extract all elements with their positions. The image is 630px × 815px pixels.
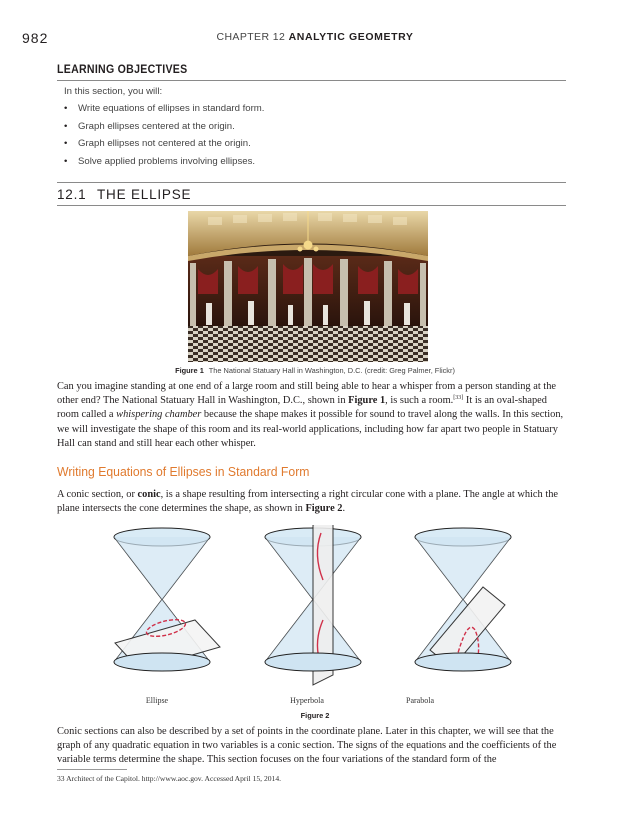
objectives-intro: In this section, you will: [64,86,163,97]
parabola-label: Parabola [406,696,434,705]
ellipse-label: Ellipse [145,696,169,705]
chapter-label: CHAPTER 12 [216,31,286,43]
figure1-caption-text: The National Statuary Hall in Washington, D.C. (credit: Greg Palmer, Flickr) [208,366,455,375]
ellipse-diagram [114,528,220,671]
conic-sections-figure [100,525,550,700]
footnote-reference: [33] [453,395,464,402]
bullet-icon: • [64,103,68,114]
hyperbola-diagram [265,525,361,685]
section-title: THE ELLIPSE [97,187,192,202]
statuary-hall-photo [188,211,428,362]
footnote-rule [57,769,127,770]
bullet-icon: • [64,120,68,132]
figure1-label: Figure 1 [175,366,204,375]
figure1-caption [0,366,630,375]
hyperbola-label: Hyperbola [290,696,324,705]
objective-item: • Solve applied problems involving ellipses. [64,153,264,171]
figure2-caption: Figure 2 [300,711,330,720]
conic-paragraph: A conic section, or conic, is a shape resulting from intersecting a right circular cone with a plane. The angle at which the plane intersects the cone determines the shape, as shown in Figure 2. [57,489,559,515]
figure2-reference: Figure 2 [305,503,343,515]
bullet-icon: • [64,138,68,149]
whispering-chamber-term: whispering chamber [116,409,202,421]
chapter-header [0,31,630,43]
subsection-heading: Writing Equations of Ellipses in Standard Form [57,464,310,479]
chapter-title: ANALYTIC GEOMETRY [288,31,414,43]
learning-objectives-heading: LEARNING OBJECTIVES [57,64,188,76]
intro-paragraph: Can you imagine standing at one end of a large room and still being able to hear a whisper from a person standing at the other end? The National Statuary Hall in Washington, D.C., shown in Figure 1, is such a room.[33] It is an oval-shaped room called a whispering chamber because the shape makes it possible for sound to travel along the walls. In this section, we will investigate the shape of this room and its real-world applications, including how far apart two people in Statuary Hall can stand and still hear each other whisper. [57,381,564,449]
objective-item: • Graph ellipses centered at the origin. [64,118,264,136]
objective-item: • Graph ellipses not centered at the origin. [64,135,264,153]
section-bottom-rule [57,205,566,206]
conic-term: conic [137,489,161,500]
objective-item: • Write equations of ellipses in standard form. [64,100,264,118]
footnote: 33 Architect of the Capitol. http://www.aoc.gov. Accessed April 15, 2014. [57,774,282,783]
section-number: 12.1 [57,187,87,202]
page-number: 982 [22,30,49,46]
section-top-rule [57,182,566,183]
parabola-diagram [415,528,511,671]
objectives-list [64,100,264,170]
bullet-icon: • [64,155,68,167]
closing-paragraph: Conic sections can also be described by a set of points in the coordinate plane. Later in this chapter, we will see that the graph of any quadratic equation in two variables is a conic section. The signs of the equations and the coefficients of the variable terms determine the shape. This section focuses on the four variations of the standard form of the [57,726,557,766]
figure1-reference: Figure 1 [348,395,386,407]
section-heading [57,187,191,202]
objectives-top-rule [57,80,566,81]
